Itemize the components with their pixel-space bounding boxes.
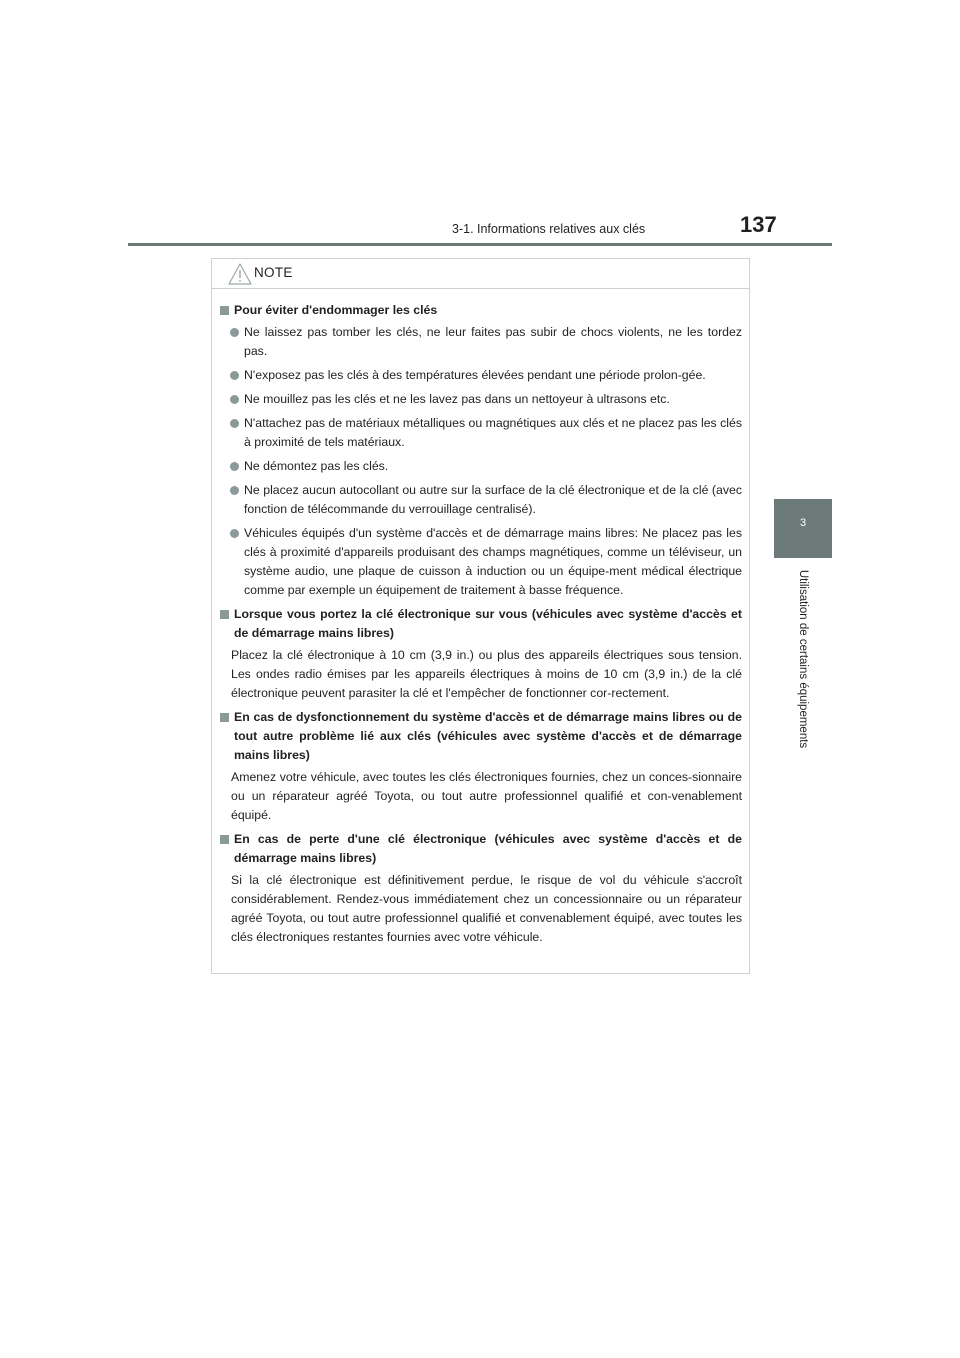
- circle-bullet-icon: [230, 529, 239, 538]
- note-body: [212, 289, 749, 947]
- list-item: [220, 524, 742, 600]
- chapter-number: 3: [799, 517, 807, 529]
- page-number: 137: [740, 212, 777, 237]
- heading-text: Pour éviter d'endommager les clés: [234, 303, 438, 317]
- square-bullet-icon: [220, 835, 229, 844]
- list-item-text: Ne démontez pas les clés.: [244, 459, 389, 473]
- section-malfunction: [220, 708, 742, 825]
- list-item-text: Ne placez aucun autocollant ou autre sur la surface de la clé électronique et de la clé (avec fonction de télécommande du verrouillage centralisé).: [244, 483, 742, 516]
- list-item: [220, 366, 742, 385]
- circle-bullet-icon: [230, 462, 239, 471]
- section-heading: [220, 708, 742, 765]
- circle-bullet-icon: [230, 419, 239, 428]
- chapter-label: Utilisation de certains équipements: [797, 569, 809, 749]
- circle-bullet-icon: [230, 328, 239, 337]
- list-item: [220, 414, 742, 452]
- section-title: 3-1. Informations relatives aux clés: [452, 222, 646, 236]
- circle-bullet-icon: [230, 395, 239, 404]
- section-paragraph: Amenez votre véhicule, avec toutes les clés électroniques fournies, chez un conces-sionnaire ou un réparateur agréé Toyota, ou tout autre professionnel qualifié et con-venablement équipé.: [231, 770, 742, 822]
- note-box: [211, 258, 750, 974]
- header-divider: [128, 243, 832, 246]
- chapter-tab: [774, 499, 832, 558]
- section-key-care: [220, 301, 742, 600]
- list-item-text: Véhicules équipés d'un système d'accès et de démarrage mains libres: Ne placez pas les clés à proximité d'appareils produisant des champs magnétiques, comme un téléviseur, un système audio, une plaque de cuisson à induction ou un équipe-ment médical électrique comme par exemple un équipement de traitement à basse fréquence.: [244, 526, 742, 597]
- square-bullet-icon: [220, 306, 229, 315]
- section-carrying-key: [220, 605, 742, 703]
- circle-bullet-icon: [230, 371, 239, 380]
- list-item-text: N'exposez pas les clés à des températures élevées pendant une période prolon-gée.: [244, 368, 706, 382]
- section-heading: [220, 830, 742, 868]
- section-paragraph: Placez la clé électronique à 10 cm (3,9 in.) ou plus des appareils électriques sous tension. Les ondes radio émises par les appareils électriques à moins de 10 cm (3,9 in.) de la clé électronique peuvent parasiter la clé et l'empêcher de fonctionner cor-rectement.: [231, 648, 742, 700]
- section-paragraph: Si la clé électronique est définitivement perdue, le risque de vol du véhicule s'accroît considérablement. Rendez-vous immédiatement chez un concessionnaire ou un réparateur agréé Toyota, ou tout autre professionnel qualifié et convenablement équipé, avec toutes les clés électroniques restantes fournies avec votre véhicule.: [231, 873, 742, 944]
- square-bullet-icon: [220, 713, 229, 722]
- section-heading: [220, 605, 742, 643]
- list-item: [220, 323, 742, 361]
- list-item-text: N'attachez pas de matériaux métalliques ou magnétiques aux clés et ne placez pas les clés à proximité de tels matériaux.: [244, 416, 742, 449]
- note-header: [212, 259, 749, 289]
- section-lost-key: [220, 830, 742, 947]
- list-item-text: Ne mouillez pas les clés et ne les lavez pas dans un nettoyeur à ultrasons etc.: [244, 392, 670, 406]
- note-label: NOTE: [254, 265, 293, 280]
- circle-bullet-icon: [230, 486, 239, 495]
- list-item: [220, 390, 742, 409]
- square-bullet-icon: [220, 610, 229, 619]
- list-item-text: Ne laissez pas tomber les clés, ne leur faites pas subir de chocs violents, ne les tordez pas.: [244, 325, 742, 358]
- list-item: [220, 481, 742, 519]
- warning-icon: [228, 263, 252, 285]
- list-item: [220, 457, 742, 476]
- section-heading: [220, 301, 742, 320]
- heading-text: En cas de dysfonctionnement du système d'accès et de démarrage mains libres ou de tout autre problème lié aux clés (véhicules avec système d'accès et de démarrage mains libres): [234, 710, 742, 762]
- heading-text: Lorsque vous portez la clé électronique sur vous (véhicules avec système d'accès et de démarrage mains libres): [234, 607, 742, 640]
- heading-text: En cas de perte d'une clé électronique (véhicules avec système d'accès et de démarrage mains libres): [234, 832, 742, 865]
